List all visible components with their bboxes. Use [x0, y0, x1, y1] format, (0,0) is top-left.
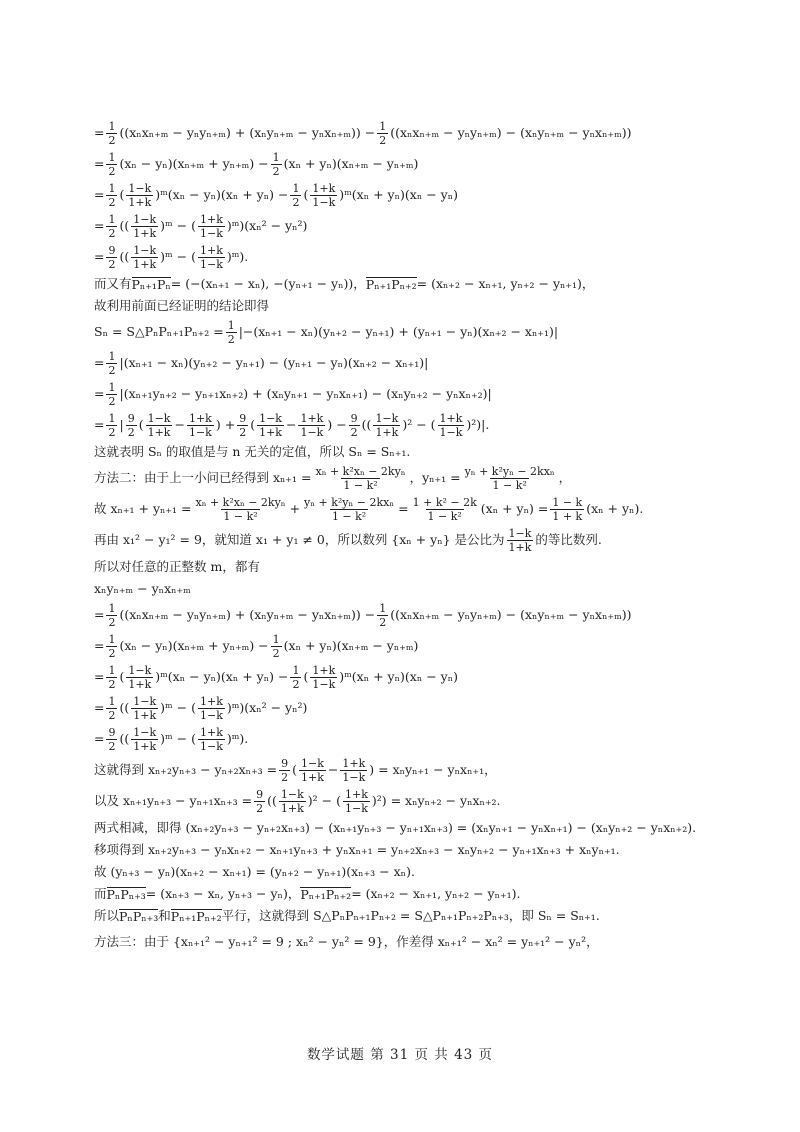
text-run: ((xₙxₙ₊ₘ − yₙyₙ₊ₘ) − (xₙyₙ₊ₘ − yₙxₙ₊ₘ)): [390, 125, 632, 141]
denominator: 2: [256, 802, 264, 815]
text-run: 方法三：由于 {xₙ₊₁² − yₙ₊₁² = 9 ; xₙ² − yₙ² = 9}，作差得 xₙ₊₁² − xₙ² = yₙ₊₁² − yₙ²，: [94, 934, 599, 950]
math-line: [94, 525, 714, 556]
denominator: 1+k: [259, 426, 282, 439]
text-run: ，: [558, 470, 572, 486]
math-line: [94, 755, 714, 786]
denominator: 1+k: [133, 709, 157, 722]
math-line: [94, 317, 714, 348]
denominator: 1+k: [301, 771, 324, 784]
numerator: 1+k: [344, 788, 368, 801]
fraction: [290, 183, 301, 208]
math-line: [94, 600, 714, 631]
numerator: 1−k: [508, 527, 532, 540]
vector: Pₙ₊₁Pₙ₊₂: [300, 886, 352, 902]
text-run: ) −: [327, 417, 347, 433]
numerator: yₙ + k²yₙ − 2kxₙ: [464, 465, 555, 478]
denominator: 2: [108, 426, 116, 439]
text-run: )ᵐ − (: [160, 731, 196, 747]
text-run: ((: [119, 700, 130, 716]
text-run: )ᵐ)(xₙ² − yₙ²): [226, 700, 308, 716]
text-run: =: [94, 355, 105, 371]
math-line: [94, 631, 714, 662]
numerator: 1: [108, 151, 116, 164]
numerator: 1: [108, 602, 116, 615]
text-run: |: [119, 417, 124, 433]
denominator: 2: [108, 616, 116, 629]
vector: Pₙ₊₁Pₙ: [131, 276, 171, 292]
denominator: 1 − k²: [492, 479, 527, 492]
fraction: [198, 245, 225, 270]
numerator: 1: [292, 182, 300, 195]
text-run: (xₙ + yₙ)(xₙ₊ₘ − yₙ₊ₘ): [283, 156, 419, 172]
denominator: 2: [292, 678, 300, 691]
fraction: [126, 665, 153, 690]
numerator: 1+k: [342, 757, 366, 770]
denominator: 1+k: [133, 258, 157, 271]
denominator: 2: [292, 196, 300, 209]
numerator: 1: [108, 213, 116, 226]
numerator: 1: [108, 664, 116, 677]
text-run: =: [94, 417, 105, 433]
denominator: 2: [272, 165, 280, 178]
denominator: 2: [108, 196, 116, 209]
fraction: [302, 497, 396, 522]
numerator: 1−k: [280, 788, 304, 801]
numerator: 1+k: [199, 726, 223, 739]
math-line: [94, 861, 714, 883]
fraction: [106, 603, 117, 628]
fraction: [343, 789, 370, 814]
denominator: 2: [379, 616, 387, 629]
text-run: ((xₙxₙ₊ₘ − yₙyₙ₊ₘ) + (xₙyₙ₊ₘ − yₙxₙ₊ₘ)) −: [119, 607, 376, 623]
text-run: 所以对任意的正整数 m，都有: [94, 558, 260, 574]
numerator: 1−k: [375, 412, 399, 425]
fraction: [106, 634, 117, 659]
numerator: 1+k: [199, 695, 223, 708]
math-line: [94, 927, 714, 958]
fraction: [310, 665, 337, 690]
text-run: 再由 x₁² − y₁² = 9，就知道 x₁ + y₁ ≠ 0，所以数列 {xₙ + yₙ} 是公比为: [94, 532, 505, 548]
text-run: =: [94, 731, 105, 747]
text-run: (xₙ + yₙ) =: [480, 501, 549, 517]
math-line: [94, 905, 714, 927]
math-line: [94, 693, 714, 724]
fraction: [314, 466, 408, 491]
denominator: 1+k: [133, 740, 157, 753]
solution-text: [94, 118, 714, 958]
numerator: 9: [108, 244, 116, 257]
denominator: 2: [108, 709, 116, 722]
fraction: [198, 727, 225, 752]
math-line: [94, 180, 714, 211]
denominator: 2: [272, 647, 280, 660]
math-line: [94, 118, 714, 149]
text-run: (xₙ − yₙ)(xₙ₊ₘ + yₙ₊ₘ) −: [119, 156, 269, 172]
text-run: )²) = xₙyₙ₊₂ − yₙxₙ₊₂.: [371, 793, 501, 809]
vector: Pₙ₊₁Pₙ₊₂: [365, 276, 417, 292]
math-line: [94, 273, 714, 295]
denominator: 1−k: [344, 802, 368, 815]
math-line: [94, 883, 714, 905]
numerator: yₙ + k²yₙ − 2kxₙ: [304, 496, 395, 509]
text-run: −: [285, 417, 297, 433]
numerator: xₙ + k²xₙ − 2kyₙ: [315, 465, 406, 478]
denominator: 1+k: [147, 426, 171, 439]
text-run: ((: [119, 731, 130, 747]
denominator: 2: [350, 426, 358, 439]
denominator: 1+k: [128, 678, 152, 691]
numerator: 1−k: [133, 695, 157, 708]
text-run: 故利用前面已经证明的结论即得: [94, 297, 270, 313]
numerator: 1−k: [259, 412, 282, 425]
numerator: 1: [272, 633, 280, 646]
text-run: ) = xₙyₙ₊₁ − yₙxₙ₊₁，: [369, 762, 497, 778]
numerator: 1+k: [188, 412, 212, 425]
fraction: [310, 183, 337, 208]
text-run: )ᵐ − (: [160, 700, 196, 716]
fraction: [226, 320, 237, 345]
fraction: [126, 413, 137, 438]
text-run: |(xₙ₊₁ − xₙ)(yₙ₊₂ − yₙ₊₁) − (yₙ₊₁ − yₙ)(xₙ₊₂ − xₙ₊₁)|: [119, 355, 429, 371]
text-run: =: [94, 156, 105, 172]
fraction: [411, 497, 479, 522]
denominator: 2: [108, 740, 116, 753]
denominator: 2: [239, 426, 247, 439]
text-run: (: [292, 762, 298, 778]
fraction: [550, 497, 584, 522]
fraction: [279, 789, 306, 814]
text-run: )ᵐ)(xₙ² − yₙ²): [226, 218, 308, 234]
text-run: 移项得到 xₙ₊₂yₙ₊₃ − yₙxₙ₊₂ − xₙ₊₁yₙ₊₃ + yₙxₙ₊₁ = yₙ₊₂xₙ₊₃ − xₙyₙ₊₂ − yₙ₊₁xₙ₊₃ + xₙyₙ₊₁.: [94, 841, 620, 857]
numerator: 1: [292, 664, 300, 677]
fraction: [146, 413, 173, 438]
denominator: 1−k: [312, 678, 336, 691]
fraction: [198, 214, 225, 239]
fraction: [463, 466, 557, 491]
math-line: [94, 578, 714, 600]
numerator: 1: [272, 151, 280, 164]
text-run: (: [119, 669, 125, 685]
text-run: =: [398, 501, 409, 517]
denominator: 1−k: [199, 227, 223, 240]
denominator: 1−k: [199, 258, 223, 271]
text-run: 而又有: [94, 275, 132, 291]
text-run: −: [174, 417, 185, 433]
text-run: ((: [267, 793, 277, 809]
math-line: [94, 410, 714, 441]
denominator: 1−k: [300, 426, 324, 439]
denominator: 1 + k: [552, 510, 583, 523]
text-run: = (−(xₙ₊₁ − xₙ), −(yₙ₊₁ − yₙ))，: [170, 275, 366, 291]
numerator: 1: [379, 602, 387, 615]
numerator: 1−k: [301, 757, 324, 770]
math-line: [94, 295, 714, 317]
fraction: [438, 413, 465, 438]
fraction: [299, 758, 326, 783]
text-run: 故 xₙ₊₁ + yₙ₊₁ =: [94, 501, 192, 517]
fraction: [131, 214, 158, 239]
text-run: xₙyₙ₊ₘ − yₙxₙ₊ₘ: [94, 580, 191, 596]
text-run: 所以: [94, 907, 120, 923]
numerator: 1+k: [312, 664, 336, 677]
numerator: 9: [239, 412, 247, 425]
denominator: 1−k: [342, 771, 366, 784]
math-line: [94, 149, 714, 180]
denominator: 2: [108, 647, 116, 660]
fraction: [257, 413, 284, 438]
denominator: 1 − k²: [223, 510, 258, 523]
math-line: [94, 556, 714, 578]
numerator: 1−k: [147, 412, 171, 425]
numerator: 1: [108, 412, 116, 425]
numerator: 1: [108, 695, 116, 708]
text-run: 这就表明 Sₙ 的取值是与 n 无关的定值，所以 Sₙ = Sₙ₊₁.: [94, 443, 411, 459]
fraction: [198, 696, 225, 721]
numerator: 1−k: [133, 244, 157, 257]
text-run: 方法二：由于上一小问已经得到 xₙ₊₁ =: [94, 470, 312, 486]
text-run: )ᵐ(xₙ − yₙ)(xₙ + yₙ) −: [155, 669, 289, 685]
text-run: )ᵐ(xₙ + yₙ)(xₙ − yₙ): [339, 187, 458, 203]
text-run: (: [250, 417, 256, 433]
numerator: 1: [108, 120, 116, 133]
denominator: 1+k: [128, 196, 152, 209]
numerator: 1 + k² − 2k: [412, 496, 477, 509]
text-run: Sₙ = S△PₙPₙ₊₁Pₙ₊₂ =: [94, 324, 224, 340]
text-run: |−(xₙ₊₁ − xₙ)(yₙ₊₂ − yₙ₊₁) + (yₙ₊₁ − yₙ)(xₙ₊₂ − xₙ₊₁)|: [238, 324, 559, 340]
denominator: 1−k: [312, 196, 336, 209]
text-run: =: [94, 249, 105, 265]
fraction: [377, 603, 388, 628]
vector: Pₙ₊₁Pₙ₊₂: [170, 908, 222, 924]
text-run: =: [94, 607, 105, 623]
fraction: [254, 789, 265, 814]
page-footer: 数学试题 第 31 页 共 43 页: [306, 1047, 494, 1063]
denominator: 1−k: [199, 740, 223, 753]
text-run: =: [94, 700, 105, 716]
denominator: 2: [108, 678, 116, 691]
math-line: [94, 817, 714, 839]
numerator: 1: [108, 381, 116, 394]
denominator: 2: [127, 426, 135, 439]
text-run: (: [303, 669, 309, 685]
text-run: 故 (yₙ₊₃ − yₙ)(xₙ₊₂ − xₙ₊₁) = (yₙ₊₂ − yₙ₊₁)(xₙ₊₃ − xₙ).: [94, 863, 415, 879]
denominator: 1+k: [280, 802, 304, 815]
text-run: =: [94, 386, 105, 402]
text-run: 的等比数列.: [535, 532, 602, 548]
math-line: [94, 839, 714, 861]
text-run: 和: [158, 907, 171, 923]
numerator: 1: [108, 633, 116, 646]
denominator: 1 − k²: [427, 510, 462, 523]
fraction: [126, 183, 153, 208]
text-run: ((: [361, 417, 372, 433]
text-run: ) +: [215, 417, 236, 433]
fraction: [131, 245, 158, 270]
fraction: [106, 152, 117, 177]
fraction: [290, 665, 301, 690]
text-run: = (xₙ₊₂ − xₙ₊₁, yₙ₊₂ − yₙ₊₁).: [351, 885, 521, 901]
text-run: ((xₙxₙ₊ₘ − yₙyₙ₊ₘ) + (xₙyₙ₊ₘ − yₙxₙ₊ₘ)) −: [119, 125, 376, 141]
numerator: 9: [256, 788, 264, 801]
math-line: [94, 463, 714, 494]
denominator: 2: [108, 134, 116, 147]
fraction: [279, 758, 290, 783]
text-run: +: [289, 501, 301, 517]
denominator: 2: [281, 771, 289, 784]
fraction: [106, 727, 117, 752]
denominator: 2: [108, 395, 116, 408]
fraction: [106, 121, 117, 146]
text-run: )² − (: [307, 793, 341, 809]
fraction: [106, 413, 117, 438]
text-run: (: [119, 187, 125, 203]
fraction: [194, 497, 288, 522]
denominator: 2: [108, 258, 116, 271]
denominator: 2: [227, 333, 235, 346]
numerator: 9: [350, 412, 358, 425]
text-run: 而: [94, 885, 107, 901]
fraction: [106, 696, 117, 721]
numerator: 9: [281, 757, 289, 770]
math-line: [94, 379, 714, 410]
fraction: [507, 528, 534, 553]
text-run: )ᵐ − (: [160, 249, 196, 265]
numerator: 1 − k: [552, 496, 583, 509]
math-line: [94, 441, 714, 463]
fraction: [237, 413, 248, 438]
fraction: [271, 634, 282, 659]
fraction: [131, 696, 158, 721]
fraction: [106, 183, 117, 208]
fraction: [106, 351, 117, 376]
numerator: 1−k: [133, 213, 157, 226]
fraction: [377, 121, 388, 146]
fraction: [106, 214, 117, 239]
text-run: (xₙ + yₙ).: [586, 501, 644, 517]
fraction: [271, 152, 282, 177]
denominator: 1+k: [375, 426, 399, 439]
denominator: 1+k: [133, 227, 157, 240]
fraction: [298, 413, 325, 438]
text-run: )ᵐ).: [226, 249, 249, 265]
text-run: )²)|.: [466, 417, 490, 433]
numerator: 1−k: [133, 726, 157, 739]
text-run: )² − (: [402, 417, 436, 433]
text-run: =: [94, 218, 105, 234]
fraction: [340, 758, 367, 783]
text-run: =: [94, 669, 105, 685]
text-run: (xₙ + yₙ)(xₙ₊ₘ − yₙ₊ₘ): [283, 638, 419, 654]
numerator: 1: [227, 319, 235, 332]
numerator: 1−k: [128, 182, 152, 195]
math-line: [94, 211, 714, 242]
numerator: 1+k: [312, 182, 336, 195]
denominator: 1−k: [199, 709, 223, 722]
text-run: ((: [119, 218, 130, 234]
text-run: 这就得到 xₙ₊₂yₙ₊₃ − yₙ₊₂xₙ₊₃ =: [94, 762, 278, 778]
text-run: = (xₙ₊₃ − xₙ, yₙ₊₃ − yₙ)，: [145, 885, 301, 901]
text-run: −: [327, 762, 339, 778]
numerator: 9: [108, 726, 116, 739]
denominator: 1+k: [508, 541, 532, 554]
text-run: =: [94, 638, 105, 654]
numerator: 1+k: [439, 412, 463, 425]
numerator: 1+k: [199, 244, 223, 257]
numerator: 1+k: [300, 412, 324, 425]
denominator: 1−k: [439, 426, 463, 439]
denominator: 1 − k²: [331, 510, 367, 523]
numerator: 1: [108, 182, 116, 195]
denominator: 1−k: [188, 426, 212, 439]
vector: PₙPₙ₊₃: [106, 886, 146, 902]
text-run: (: [138, 417, 144, 433]
math-line: [94, 786, 714, 817]
text-run: =: [94, 125, 105, 141]
fraction: [187, 413, 214, 438]
text-run: |(xₙ₊₁yₙ₊₂ − yₙ₊₁xₙ₊₂) + (xₙyₙ₊₁ − yₙxₙ₊₁) − (xₙyₙ₊₂ − yₙxₙ₊₂)|: [119, 386, 492, 402]
text-run: ((xₙxₙ₊ₘ − yₙyₙ₊ₘ) − (xₙyₙ₊ₘ − yₙxₙ₊ₘ)): [390, 607, 632, 623]
denominator: 2: [108, 364, 116, 377]
denominator: 2: [108, 227, 116, 240]
numerator: 9: [127, 412, 135, 425]
math-line: [94, 724, 714, 755]
text-run: )ᵐ(xₙ − yₙ)(xₙ + yₙ) −: [155, 187, 289, 203]
fraction: [131, 727, 158, 752]
text-run: (xₙ − yₙ)(xₙ₊ₘ + yₙ₊ₘ) −: [119, 638, 269, 654]
fraction: [349, 413, 360, 438]
math-line: [94, 348, 714, 379]
text-run: = (xₙ₊₂ − xₙ₊₁, yₙ₊₂ − yₙ₊₁)，: [416, 275, 595, 291]
fraction: [106, 665, 117, 690]
text-run: 两式相减，即得 (xₙ₊₂yₙ₊₃ − yₙ₊₂xₙ₊₃) − (xₙ₊₁yₙ₊₃ − yₙ₊₁xₙ₊₃) = (xₙyₙ₊₁ − yₙxₙ₊₁) − (xₙyₙ₊₂ − yₙxₙ₊₂).: [94, 819, 697, 835]
text-run: ((: [119, 249, 130, 265]
text-run: )ᵐ(xₙ + yₙ)(xₙ − yₙ): [339, 669, 458, 685]
fraction: [373, 413, 400, 438]
text-run: ，yₙ₊₁ =: [409, 470, 461, 486]
denominator: 2: [108, 165, 116, 178]
text-run: 以及 xₙ₊₁yₙ₊₃ − yₙ₊₁xₙ₊₃ =: [94, 793, 253, 809]
vector: PₙPₙ₊₃: [119, 908, 159, 924]
numerator: xₙ + k²xₙ − 2kyₙ: [195, 496, 286, 509]
denominator: 1 − k²: [343, 479, 378, 492]
math-line: [94, 242, 714, 273]
numerator: 1−k: [128, 664, 152, 677]
text-run: )ᵐ − (: [160, 218, 196, 234]
fraction: [106, 245, 117, 270]
denominator: 2: [379, 134, 387, 147]
text-run: =: [94, 187, 105, 203]
text-run: 平行，这就得到 S△PₙPₙ₊₁Pₙ₊₂ = S△Pₙ₊₁Pₙ₊₂Pₙ₊₃，即 Sₙ = Sₙ₊₁.: [221, 907, 600, 923]
math-line: [94, 662, 714, 693]
fraction: [106, 382, 117, 407]
text-run: (: [303, 187, 309, 203]
math-line: [94, 494, 714, 525]
numerator: 1: [108, 350, 116, 363]
numerator: 1: [379, 120, 387, 133]
text-run: )ᵐ).: [226, 731, 249, 747]
numerator: 1+k: [199, 213, 223, 226]
